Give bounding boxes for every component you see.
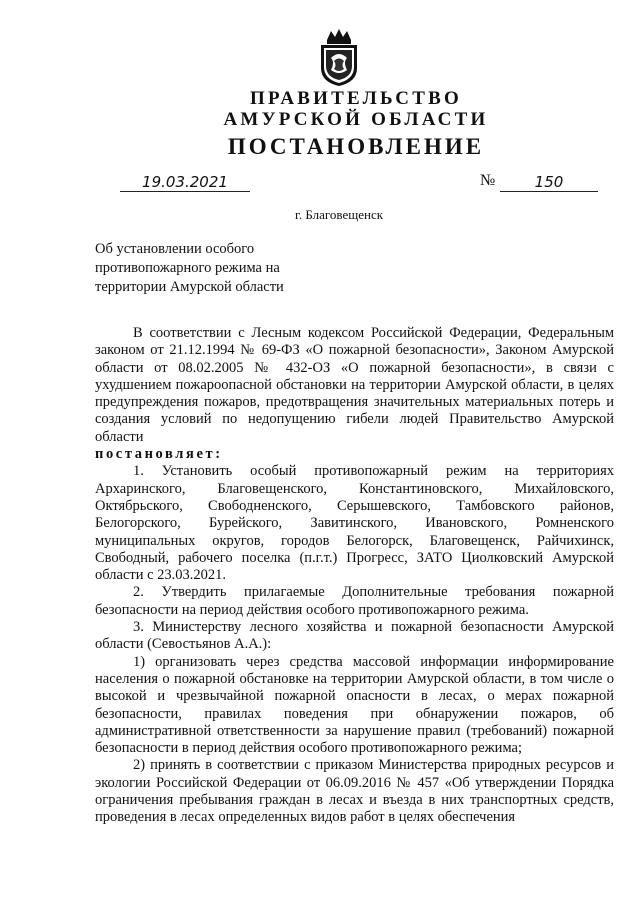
subject-line: территории Амурской области [95, 279, 284, 295]
document-subject [95, 240, 325, 297]
clause-3-2: 2) принять в соответствии с приказом Министерства природных ресурсов и экологии Российской Федерации от 06.09.2016 № 457 «Об утверждении Порядка ограничения пребывания граждан в лесах и въезда в них транспортных средств, проведения в лесах определенных видов работ в целях обеспечения [95, 757, 614, 826]
city: г. Благовещенск [294, 207, 384, 222]
clause-2: 2. Утвердить прилагаемые Дополнительные требования пожарной безопасности на период действия особого противопожарного режима. [95, 584, 614, 618]
preamble-paragraph: В соответствии с Лесным кодексом Российской Федерации, Федеральным законом от 21.12.1994 № 69-ФЗ «О пожарной безопасности», Законом Амурской области от 08.02.2005 № 432-ОЗ «О пожарной безопасности», в связи с ухудшением пожароопасной обстановки на территории Амурской области, в целях предупреждения пожаров, предотвращения значительных материальных потерь и создания условий по недопущению гибели людей Правительство Амурской области [95, 325, 614, 445]
number-sign: № [480, 172, 496, 189]
subject-line: противопожарного режима на [95, 260, 280, 276]
document-date: 19.03.2021 [120, 174, 250, 192]
org-name-line2: АМУРСКОЙ ОБЛАСТИ [223, 109, 489, 130]
clause-3-1: 1) организовать через средства массовой информации информирование населения о пожарной обстановке на территории Амурской области, в том числе о высокой и чрезвычайной пожарной опасности в лесах, о мерах пожарной безопасности, правилах поведения при обнаружении пожаров, об административной ответственности за нарушение правил (требований) пожарной безопасности в период действия особого противопожарного режима; [95, 653, 614, 757]
clause-3: 3. Министерству лесного хозяйства и пожарной безопасности Амурской области (Севостьянов А.А.): [95, 619, 614, 653]
coat-of-arms-icon [317, 28, 361, 88]
document-number: 150 [500, 174, 598, 192]
org-name-line1: ПРАВИТЕЛЬСТВО [250, 88, 462, 109]
document-body [95, 325, 614, 827]
document-type: ПОСТАНОВЛЕНИЕ [227, 134, 485, 159]
subject-line: Об установлении особого [95, 241, 255, 257]
resolve-word: постановляет: [95, 446, 223, 463]
clause-1: 1. Установить особый противопожарный режим на территориях Архаринского, Благовещенского, Константиновского, Михайловского, Октябрьского, Свободненского, Серышевского, Тамбовского районов, Белогорского, Бурейского, Завитинского, Ивановского, Ромненского муниципальных округов, городов Белогорск, Благовещенск, Райчихинск, Свободный, рабочего поселка (п.г.т.) Прогресс, ЗАТО Циолковский Амурской области с 23.03.2021. [95, 463, 614, 584]
